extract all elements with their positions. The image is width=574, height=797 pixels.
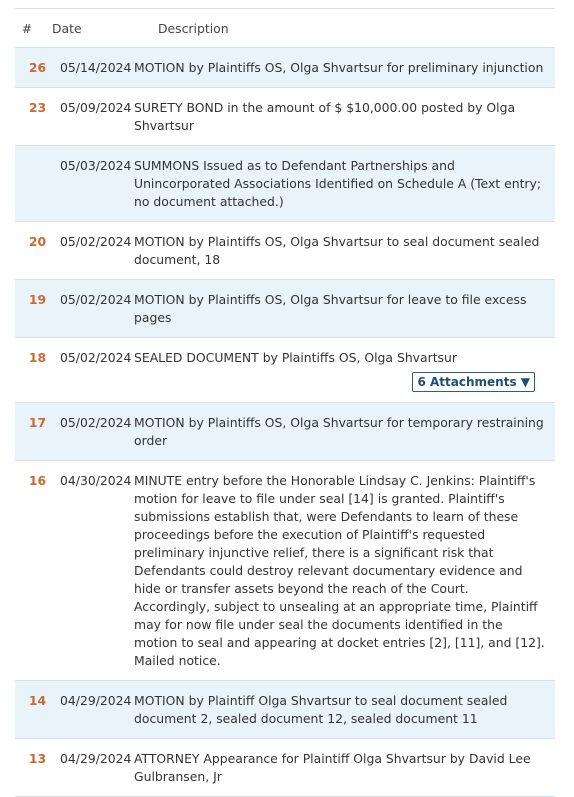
- docket-row: [15, 88, 555, 146]
- entry-description: SUMMONS Issued as to Defendant Partnerships and Unincorporated Associations Identified on Schedule A (Text entry; no document attached.): [134, 158, 542, 209]
- attachments-wrap: [134, 372, 545, 392]
- header-description: Description: [158, 20, 229, 36]
- attachments-button[interactable]: 6 Attachments ▼: [412, 372, 535, 392]
- entry-date: 04/30/2024: [60, 473, 132, 488]
- entry-number-link[interactable]: 20: [28, 234, 47, 249]
- docket-row: [15, 681, 555, 739]
- docket-table: [15, 8, 555, 797]
- entry-description: MOTION by Plaintiffs OS, Olga Shvartsur for temporary restraining order: [134, 415, 544, 448]
- entry-number-link[interactable]: 14: [28, 693, 47, 708]
- header-date: Date: [52, 20, 82, 36]
- entry-description: MOTION by Plaintiffs OS, Olga Shvartsur to seal document sealed document, 18: [134, 234, 540, 267]
- entry-description: MOTION by Plaintiff Olga Shvartsur to seal document sealed document 2, sealed document 12, sealed document 11: [134, 693, 508, 726]
- entry-date: 04/29/2024: [60, 751, 132, 766]
- docket-row: [15, 222, 555, 280]
- entry-date: 05/09/2024: [60, 100, 132, 115]
- entry-date: 05/02/2024: [60, 292, 132, 307]
- entry-number-link[interactable]: 23: [28, 100, 47, 115]
- entry-date: 05/14/2024: [60, 60, 132, 75]
- entry-number-link[interactable]: 26: [28, 60, 47, 75]
- entry-date: 04/29/2024: [60, 693, 132, 708]
- header-number: #: [21, 20, 33, 36]
- entry-date: 05/02/2024: [60, 415, 132, 430]
- docket-row: [15, 280, 555, 338]
- docket-row: [15, 48, 555, 88]
- entry-description: MOTION by Plaintiffs OS, Olga Shvartsur for preliminary injunction: [134, 60, 544, 75]
- entry-number-link[interactable]: 16: [28, 473, 47, 488]
- entry-number-link[interactable]: 19: [28, 292, 47, 307]
- entry-description: SEALED DOCUMENT by Plaintiffs OS, Olga Shvartsur: [134, 350, 457, 365]
- entry-date: 05/02/2024: [60, 234, 132, 249]
- docket-row: [15, 461, 555, 681]
- entry-date: 05/03/2024: [60, 158, 132, 173]
- docket-row: [15, 403, 555, 461]
- entry-description: SURETY BOND in the amount of $ $10,000.00 posted by Olga Shvartsur: [134, 100, 516, 133]
- docket-row: [15, 146, 555, 222]
- entry-number-link[interactable]: 17: [28, 415, 47, 430]
- docket-row: [15, 739, 555, 797]
- entry-number-link[interactable]: 13: [28, 751, 47, 766]
- entry-number-link[interactable]: 18: [28, 350, 47, 365]
- table-header: [15, 9, 555, 48]
- entry-date: 05/02/2024: [60, 350, 132, 365]
- docket-row: [15, 338, 555, 403]
- entry-description-block: [134, 349, 555, 392]
- entry-description: ATTORNEY Appearance for Plaintiff Olga Shvartsur by David Lee Gulbransen, Jr: [134, 751, 531, 784]
- entry-description: MINUTE entry before the Honorable Lindsay C. Jenkins: Plaintiff's motion for leave to file under seal [14] is granted. Plaintiff's submissions establish that, were Defendants to learn of these proceedings before the execution of Plaintiff's requested preliminary injunctive relief, there is a significant risk that Defendants could destroy relevant documentary evidence and hide or transfer assets beyond the reach of the Court. Accordingly, subject to unsealing at an appropriate time, Plaintiff may for now file under seal the documents identified in the motion to seal and appearing at docket entries [2], [11], and [12]. Mailed notice.: [134, 473, 545, 668]
- entry-number: [15, 157, 60, 211]
- entry-description: MOTION by Plaintiffs OS, Olga Shvartsur for leave to file excess pages: [134, 292, 527, 325]
